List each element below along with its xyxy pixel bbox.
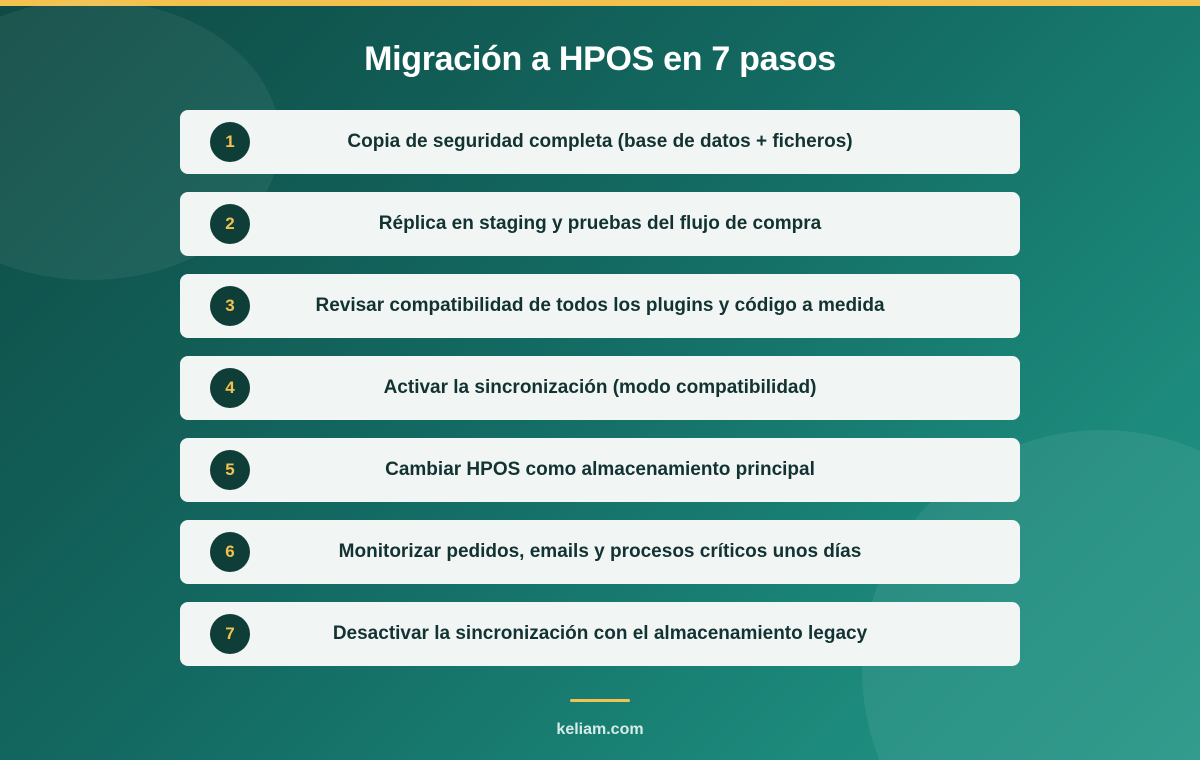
top-accent-bar xyxy=(0,0,1200,6)
step-card xyxy=(180,192,1020,256)
step-text: Cambiar HPOS como almacenamiento principal xyxy=(385,459,815,480)
step-text: Monitorizar pedidos, emails y procesos críticos unos días xyxy=(338,541,862,562)
step-text: Desactivar la sincronización con el almacenamiento legacy xyxy=(332,623,868,644)
step-number-badge: 4 xyxy=(210,368,250,408)
step-card xyxy=(180,110,1020,174)
step-card xyxy=(180,520,1020,584)
step-text: Copia de seguridad completa (base de datos + ficheros) xyxy=(347,131,853,152)
page-title: Migración a HPOS en 7 pasos xyxy=(364,40,836,78)
step-number-badge: 5 xyxy=(210,450,250,490)
step-text: Activar la sincronización (modo compatibilidad) xyxy=(383,377,817,398)
step-number-badge: 3 xyxy=(210,286,250,326)
step-text: Revisar compatibilidad de todos los plugins y código a medida xyxy=(315,295,885,316)
step-card xyxy=(180,356,1020,420)
step-card xyxy=(180,274,1020,338)
step-number-badge: 7 xyxy=(210,614,250,654)
step-card xyxy=(180,602,1020,666)
step-number-badge: 1 xyxy=(210,122,250,162)
footer-divider xyxy=(570,699,630,702)
step-number-badge: 2 xyxy=(210,204,250,244)
step-number-badge: 6 xyxy=(210,532,250,572)
steps-list xyxy=(180,110,1020,666)
footer-brand: keliam.com xyxy=(556,721,644,738)
step-card xyxy=(180,438,1020,502)
step-text: Réplica en staging y pruebas del flujo de compra xyxy=(378,213,822,234)
